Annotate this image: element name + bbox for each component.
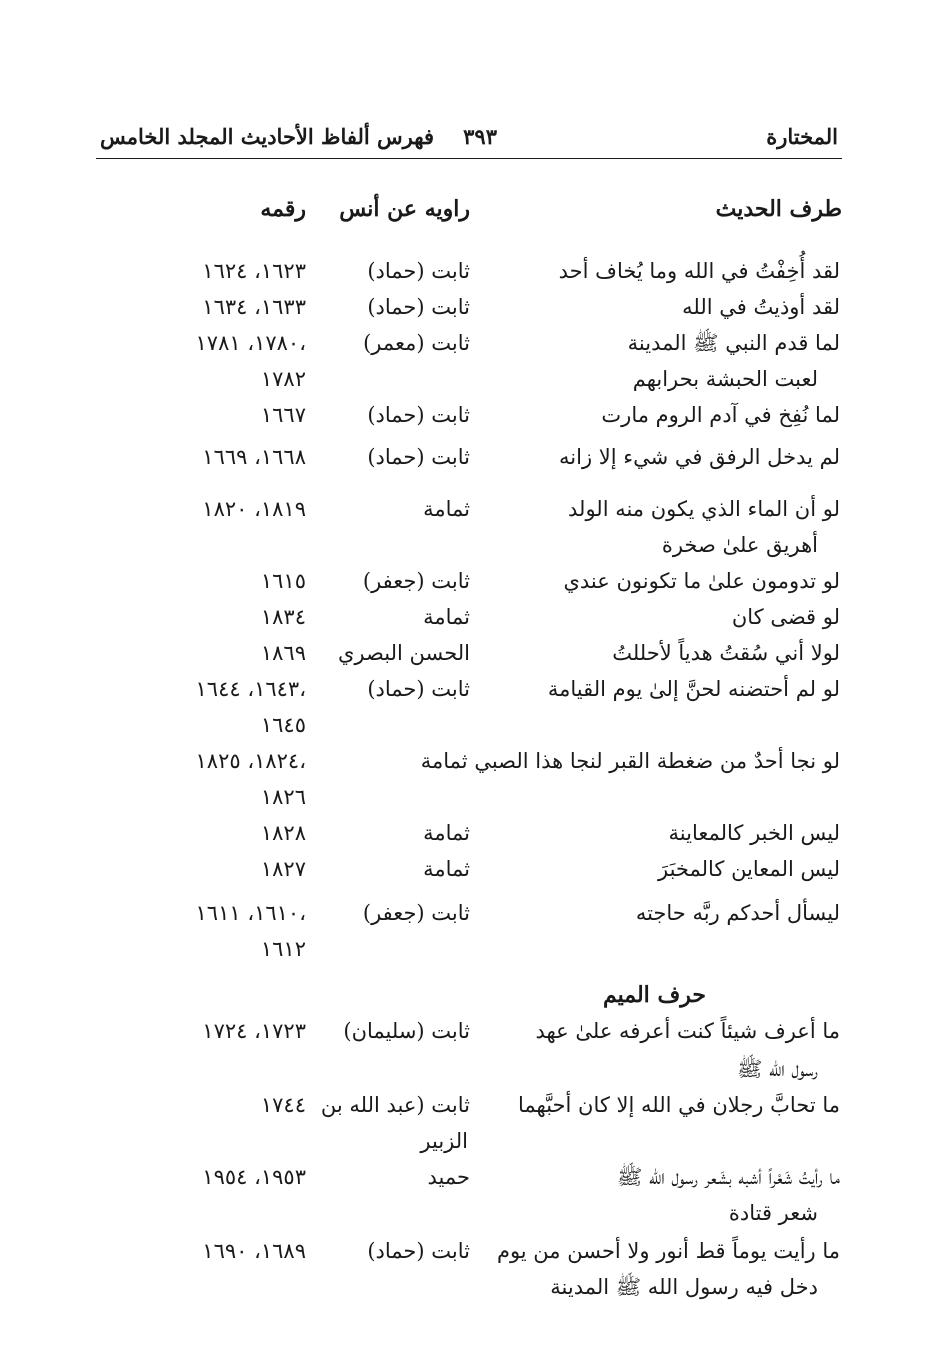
hadith-numbers: ١٦٨٩، ١٦٩٠ [202,1239,306,1263]
index-entry [96,818,842,848]
hadith-phrase: ليسأل أحدكم ربَّه حاجته [635,901,840,925]
column-heading-phrase: طرف الحديث [715,196,842,222]
narrator: ثابت (حماد) [367,403,470,427]
narrator: ثابت (معمر) [363,331,470,355]
hadith-numbers: ١٦٦٨، ١٦٦٩ [202,445,306,469]
hadith-numbers: ١٦١٢ [260,937,306,961]
hadith-phrase: لو لم أحتضنه لحنَّ إلىٰ يوم القيامة [547,677,840,701]
index-entry [96,328,842,358]
hadith-phrase: ما رأيتُ شَعْراً أشبه بشَعر رسول الله ﷺ [616,1165,840,1189]
column-heading-number: رقمه [260,196,306,222]
hadith-phrase: رسول الله ﷺ [737,1057,818,1081]
narrator: ثمامة [423,497,470,521]
hadith-phrase: لقد أوذيتُ في الله [682,295,840,319]
narrator: ثمامة [423,605,470,629]
narrator: حميد [427,1165,470,1189]
narrator: الحسن البصري [338,641,470,665]
index-entry [96,292,842,322]
hadith-phrase: ما تحابَّ رجلان في الله إلا كان أحبَّهما [517,1093,840,1117]
hadith-numbers: ١٦٢٣، ١٦٢٤ [202,259,306,283]
narrator: ثابت (جعفر) [362,569,470,593]
hadith-numbers: ١٨٢٧ [260,857,306,881]
column-heading-narrator: راويه عن أنس [339,196,470,222]
index-entry-continuation [96,1198,842,1228]
narrator: الزبير [420,1129,468,1153]
narrator: ثابت (حماد) [367,1239,470,1263]
index-entry [96,1162,842,1192]
hadith-phrase: ليس الخبر كالمعاينة [668,821,840,845]
hadith-phrase: شعر قتادة [728,1201,818,1225]
index-entry [96,638,842,668]
header-page-number: ٣٩٣ [463,124,497,149]
index-entry [96,1090,842,1120]
index-entry-continuation [96,1054,842,1084]
index-entry [96,854,842,884]
index-entry-continuation [96,1272,842,1302]
index-entry-continuation [96,782,842,812]
narrator: ثابت (حماد) [367,259,470,283]
hadith-numbers: ١٦٦٧ [260,403,306,427]
index-entry [96,674,842,704]
hadith-phrase: ليس المعاين كالمخبَرَ [657,857,840,881]
narrator: ثابت (جعفر) [362,901,470,925]
index-entry [96,1016,842,1046]
index-entry [96,1236,842,1266]
index-entry [96,442,842,472]
narrator: ثابت (حماد) [367,445,470,469]
hadith-numbers: ١٨٢٦ [260,785,306,809]
hadith-phrase: لعبت الحبشة بحرابهم [632,367,818,391]
header-book-name: المختارة [766,124,838,149]
hadith-numbers: ١٩٥٣، ١٩٥٤ [202,1165,306,1189]
hadith-numbers: ١٨١٩، ١٨٢٠ [202,497,306,521]
index-entry [96,566,842,596]
narrator: ثابت (سليمان) [343,1019,470,1043]
hadith-phrase: ما رأيت يوماً قط أنور ولا أحسن من يوم [496,1239,840,1263]
section-title: حرف الميم [602,982,706,1008]
hadith-phrase: لم يدخل الرفق في شيء إلا زانه [559,445,840,469]
hadith-numbers: ١٦١٥ [260,569,306,593]
hadith-numbers: ١٨٢٤، ١٨٢٥، [195,749,306,773]
hadith-numbers: ١٦٤٥ [260,713,306,737]
hadith-numbers: ١٨٢٨ [260,821,306,845]
hadith-phrase: ما أعرف شيئاً كنت أعرفه علىٰ عهد [535,1019,840,1043]
hadith-phrase: لولا أني سُقتُ هدياً لأحللتُ [612,641,840,665]
index-entry [96,256,842,286]
hadith-numbers: ١٦١٠، ١٦١١، [195,901,306,925]
hadith-numbers: ١٧٨٢ [260,367,306,391]
hadith-numbers: ١٧٨٠، ١٧٨١، [195,331,306,355]
hadith-numbers: ١٨٦٩ [260,641,306,665]
index-entry [96,898,842,928]
hadith-phrase: دخل فيه رسول الله ﷺ المدينة [550,1275,818,1299]
hadith-phrase: لما قدم النبي ﷺ المدينة [627,331,840,355]
hadith-phrase: لقد أُخِفْتُ في الله وما يُخاف أحد [558,259,840,283]
index-entry-continuation [96,1126,842,1156]
narrator: ثمامة [423,857,470,881]
hadith-numbers: ١٧٤٤ [260,1093,306,1117]
index-entry [96,602,842,632]
index-entry-continuation [96,364,842,394]
narrator: ثابت (حماد) [367,677,470,701]
hadith-numbers: ١٨٣٤ [260,605,306,629]
running-header [96,118,842,159]
hadith-phrase: لما نُفِخ في آدم الروم مارت [601,403,840,427]
narrator: ثابت (عبد الله بن [320,1093,470,1117]
narrator: ثابت (حماد) [367,295,470,319]
index-entry-continuation [96,710,842,740]
hadith-phrase: لو أن الماء الذي يكون منه الولد [568,497,840,521]
hadith-phrase: أهريق علىٰ صخرة [661,533,818,557]
index-entry [96,746,842,776]
header-title: فهرس ألفاظ الأحاديث المجلد الخامس [100,124,434,149]
hadith-numbers: ١٧٢٣، ١٧٢٤ [202,1019,306,1043]
hadith-numbers: ١٦٣٣، ١٦٣٤ [202,295,306,319]
index-entry-continuation [96,934,842,964]
hadith-phrase: لو نجا أحدٌ من ضغطة القبر لنجا هذا الصبي ثمامة [420,749,840,773]
hadith-phrase: لو تدومون علىٰ ما تكونون عندي [563,569,840,593]
index-entry [96,400,842,430]
index-entry [96,494,842,524]
hadith-phrase: لو قضى كان [731,605,840,629]
narrator: ثمامة [423,821,470,845]
index-entry-continuation [96,530,842,560]
hadith-numbers: ١٦٤٣، ١٦٤٤، [195,677,306,701]
